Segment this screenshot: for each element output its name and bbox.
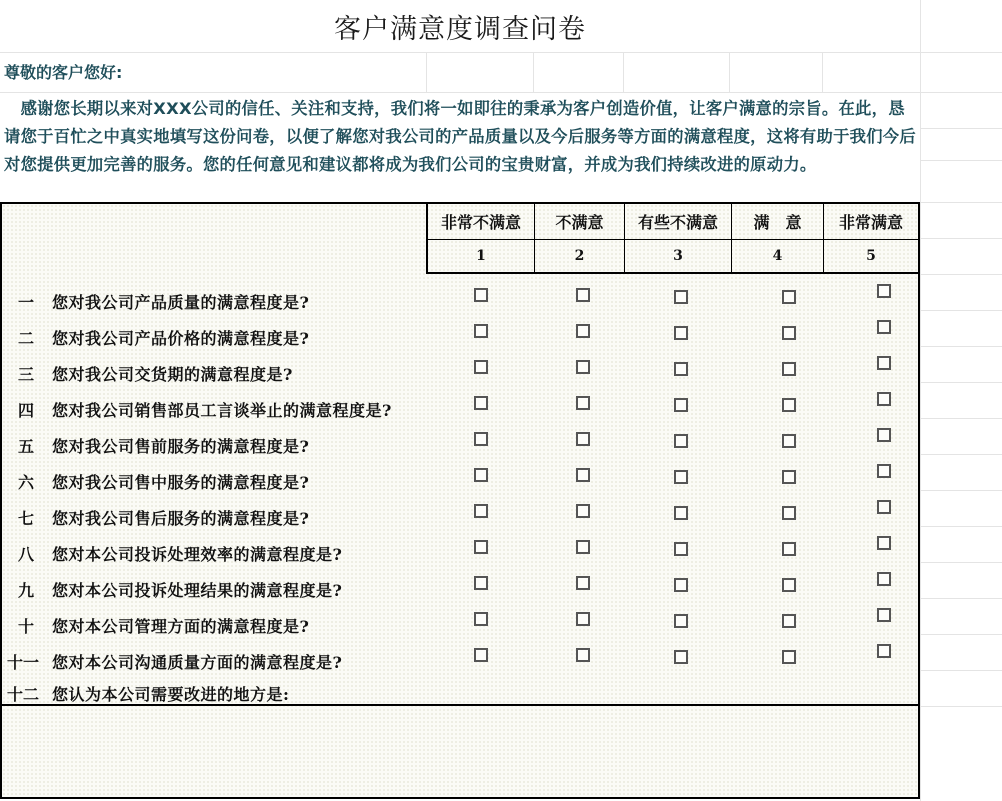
gridline [822,52,823,92]
gridline [920,706,1002,707]
rating-checkbox-5[interactable] [877,500,891,514]
gridline [920,634,1002,635]
question-text: 您对我公司交货期的满意程度是? [52,365,293,384]
rating-checkbox-5[interactable] [877,356,891,370]
rating-checkbox-2[interactable] [576,468,590,482]
rating-checkbox-5[interactable] [877,392,891,406]
gridline [426,52,427,92]
rating-checkbox-3[interactable] [674,506,688,520]
question-number: 五 [17,437,34,456]
question-row [0,388,920,424]
gridline [920,598,1002,599]
rating-checkbox-3[interactable] [674,290,688,304]
rating-checkbox-4[interactable] [782,362,796,376]
question-row [0,496,920,532]
rating-checkbox-2[interactable] [576,612,590,626]
gridline [920,238,1002,239]
rating-checkbox-1[interactable] [474,648,488,662]
rating-checkbox-1[interactable] [474,468,488,482]
question-number: 六 [17,473,34,492]
question-row [0,316,920,352]
gridline [0,92,1002,93]
open-question-row [0,672,920,706]
question-number: 三 [17,365,34,384]
rating-checkbox-4[interactable] [782,326,796,340]
question-number: 七 [17,509,34,528]
rating-checkbox-2[interactable] [576,648,590,662]
rating-checkbox-4[interactable] [782,542,796,556]
gridline [920,562,1002,563]
rating-checkbox-5[interactable] [877,608,891,622]
rating-checkbox-1[interactable] [474,612,488,626]
scale-label: 非常不满意 [428,204,535,240]
question-text: 您对我公司售后服务的满意程度是? [52,509,310,528]
gridline [920,418,1002,419]
gridline [920,160,1002,161]
rating-checkbox-5[interactable] [877,644,891,658]
question-text: 您对本公司管理方面的满意程度是? [52,617,310,636]
rating-checkbox-5[interactable] [877,464,891,478]
rating-checkbox-4[interactable] [782,650,796,664]
rating-checkbox-3[interactable] [674,470,688,484]
question-row [0,352,920,388]
gridline [920,274,1002,275]
gridline [920,128,1002,129]
rating-checkbox-2[interactable] [576,540,590,554]
question-number: 十一 [6,653,39,672]
gridline [920,526,1002,527]
rating-checkbox-1[interactable] [474,504,488,518]
rating-checkbox-3[interactable] [674,614,688,628]
rating-checkbox-4[interactable] [782,506,796,520]
question-row [0,532,920,568]
rating-checkbox-5[interactable] [877,320,891,334]
question-text: 您对我公司产品质量的满意程度是? [52,293,310,312]
scale-label: 不满意 [535,204,625,240]
rating-checkbox-3[interactable] [674,398,688,412]
scale-score: 5 [866,248,876,264]
scale-score: 4 [732,240,824,272]
scale-label: 非常满意 [824,204,918,240]
gridline [920,490,1002,491]
rating-checkbox-3[interactable] [674,434,688,448]
rating-checkbox-2[interactable] [576,288,590,302]
question-row [0,640,920,676]
question-row [0,568,920,604]
rating-checkbox-2[interactable] [576,432,590,446]
rating-checkbox-1[interactable] [474,288,488,302]
question-text: 您对本公司沟通质量方面的满意程度是? [52,653,343,672]
rating-checkbox-4[interactable] [782,434,796,448]
rating-checkbox-5[interactable] [877,536,891,550]
scale-score: 3 [625,240,732,272]
rating-checkbox-1[interactable] [474,396,488,410]
question-text: 您对本公司投诉处理效率的满意程度是? [52,545,343,564]
intro-paragraph: 感谢您长期以来对XXX公司的信任、关注和支持，我们将一如即往的秉承为客户创造价值，让客户满意的宗旨。在此，恳请您于百忙之中真实地填写这份问卷，以便了解您对我公司的产品质量以及今后服务等方面的满意程度，这将有助于我们今后对您提供更加完善的服务。您的任何意见和建议都将成为我们公司的宝贵财富，并成为我们持续改进的原动力。 [4,99,916,174]
rating-checkbox-2[interactable] [576,360,590,374]
rating-checkbox-5[interactable] [877,284,891,298]
rating-scale-header [426,202,920,274]
question-number: 四 [17,401,34,420]
gridline [920,0,921,801]
question-row [0,604,920,640]
scale-score: 2 [535,240,625,272]
question-text: 您对我公司产品价格的满意程度是? [52,329,310,348]
rating-checkbox-4[interactable] [782,290,796,304]
rating-checkbox-5[interactable] [877,428,891,442]
question-number: 十二 [6,685,39,704]
gridline [533,52,534,92]
improvement-answer-area[interactable] [2,708,918,797]
rating-checkbox-3[interactable] [674,362,688,376]
rating-checkbox-3[interactable] [674,542,688,556]
gridline [0,52,1002,53]
rating-checkbox-4[interactable] [782,614,796,628]
scale-label: 有些不满意 [625,204,732,240]
gridline [920,670,1002,671]
page-title: 客户满意度调查问卷 [334,13,586,45]
question-text: 您对本公司投诉处理结果的满意程度是? [52,581,343,600]
rating-checkbox-4[interactable] [782,470,796,484]
question-text: 您对我公司售中服务的满意程度是? [52,473,310,492]
rating-checkbox-1[interactable] [474,576,488,590]
rating-checkbox-3[interactable] [674,578,688,592]
question-number: 八 [17,545,34,564]
gridline [729,52,730,92]
gridline [920,382,1002,383]
gridline [920,202,1002,203]
rating-checkbox-4[interactable] [782,398,796,412]
rating-checkbox-1[interactable] [474,324,488,338]
rating-checkbox-2[interactable] [576,396,590,410]
scale-label: 满 意 [732,204,824,240]
gridline [623,52,624,92]
question-number: 一 [17,293,34,312]
greeting: 尊敬的客户您好: [4,63,123,82]
rating-checkbox-1[interactable] [474,360,488,374]
scale-score: 1 [428,240,535,272]
gridline [920,346,1002,347]
rating-checkbox-2[interactable] [576,324,590,338]
rating-checkbox-2[interactable] [576,504,590,518]
question-text: 您对我公司售前服务的满意程度是? [52,437,310,456]
rating-checkbox-3[interactable] [674,650,688,664]
rating-checkbox-2[interactable] [576,576,590,590]
gridline [920,310,1002,311]
question-number: 九 [17,581,34,600]
rating-checkbox-5[interactable] [877,572,891,586]
gridline [920,454,1002,455]
question-row [0,424,920,460]
question-number: 十 [17,617,34,636]
question-text: 您对我公司销售部员工言谈举止的满意程度是? [52,401,392,420]
question-text: 您认为本公司需要改进的地方是: [52,685,290,704]
rating-checkbox-1[interactable] [474,540,488,554]
rating-checkbox-1[interactable] [474,432,488,446]
rating-checkbox-4[interactable] [782,578,796,592]
question-number: 二 [17,329,34,348]
question-row [0,460,920,496]
question-row [0,280,920,316]
rating-checkbox-3[interactable] [674,326,688,340]
